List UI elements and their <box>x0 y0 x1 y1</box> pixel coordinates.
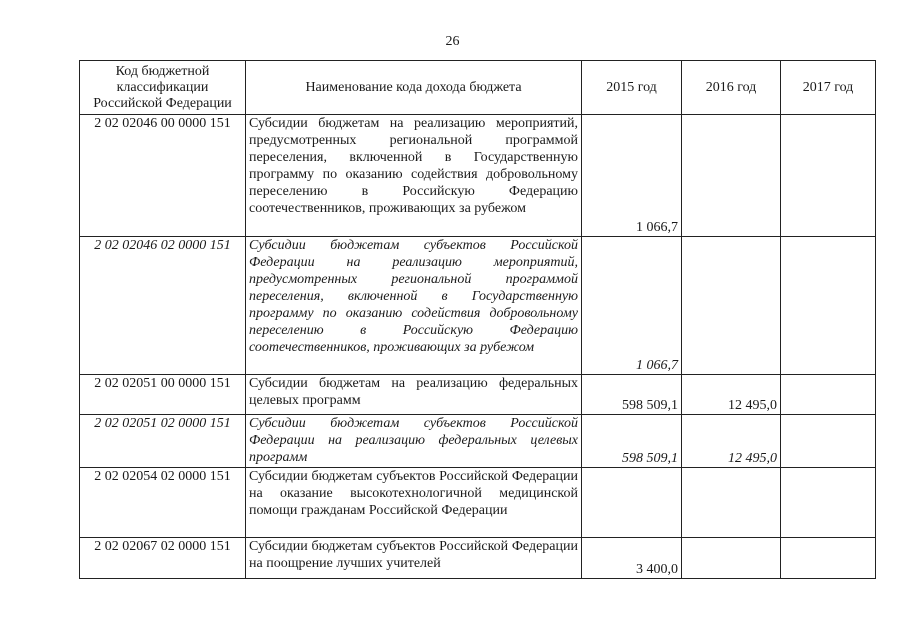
row-value-2017 <box>781 237 876 375</box>
header-name: Наименование кода дохода бюджета <box>246 61 582 115</box>
row-value-2016 <box>682 115 781 237</box>
row-value-2015: 1 066,7 <box>582 115 682 237</box>
row-code: 2 02 02046 00 0000 151 <box>80 115 246 237</box>
row-code: 2 02 02067 02 0000 151 <box>80 538 246 579</box>
table-header-row <box>80 61 876 115</box>
row-value-2016 <box>682 468 781 538</box>
row-code: 2 02 02046 02 0000 151 <box>80 237 246 375</box>
budget-revenue-table <box>79 60 876 579</box>
row-name: Субсидии бюджетам субъектов Российской Федерации на поощрение лучших учителей <box>246 538 582 579</box>
table-row <box>80 468 876 538</box>
row-value-2017 <box>781 415 876 468</box>
row-value-2015: 1 066,7 <box>582 237 682 375</box>
table-row <box>80 415 876 468</box>
table-row <box>80 375 876 415</box>
header-2015: 2015 год <box>582 61 682 115</box>
header-2016: 2016 год <box>682 61 781 115</box>
row-value-2015 <box>582 468 682 538</box>
row-name: Субсидии бюджетам на реализацию мероприятий, предусмотренных региональной программой переселения, включенной в Государственную программу по оказанию содействия добровольному переселению в Российскую Федерацию соотечественников, проживающих за рубежом <box>246 115 582 237</box>
row-value-2017 <box>781 115 876 237</box>
header-code: Код бюджетной классификации Российской Федерации <box>80 61 246 115</box>
page-number: 26 <box>445 34 460 49</box>
row-value-2017 <box>781 538 876 579</box>
row-code: 2 02 02054 02 0000 151 <box>80 468 246 538</box>
row-value-2015: 598 509,1 <box>582 415 682 468</box>
row-value-2016 <box>682 237 781 375</box>
row-name: Субсидии бюджетам субъектов Российской Федерации на реализацию мероприятий, предусмотренных региональной программой переселения, включенной в Государственную программу по оказанию содействия добровольному переселению в Российскую Федерацию соотечественников, проживающих за рубежом <box>246 237 582 375</box>
row-code: 2 02 02051 00 0000 151 <box>80 375 246 415</box>
row-value-2017 <box>781 468 876 538</box>
row-code: 2 02 02051 02 0000 151 <box>80 415 246 468</box>
row-name: Субсидии бюджетам субъектов Российской Федерации на оказание высокотехнологичной медицинской помощи гражданам Российской Федерации <box>246 468 582 538</box>
row-value-2017 <box>781 375 876 415</box>
table-row <box>80 115 876 237</box>
row-name: Субсидии бюджетам субъектов Российской Федерации на реализацию федеральных целевых программ <box>246 415 582 468</box>
row-value-2015: 3 400,0 <box>582 538 682 579</box>
row-value-2016 <box>682 538 781 579</box>
row-value-2016: 12 495,0 <box>682 415 781 468</box>
row-name: Субсидии бюджетам на реализацию федеральных целевых программ <box>246 375 582 415</box>
row-value-2016: 12 495,0 <box>682 375 781 415</box>
table-row <box>80 237 876 375</box>
row-value-2015: 598 509,1 <box>582 375 682 415</box>
table-row <box>80 538 876 579</box>
header-2017: 2017 год <box>781 61 876 115</box>
